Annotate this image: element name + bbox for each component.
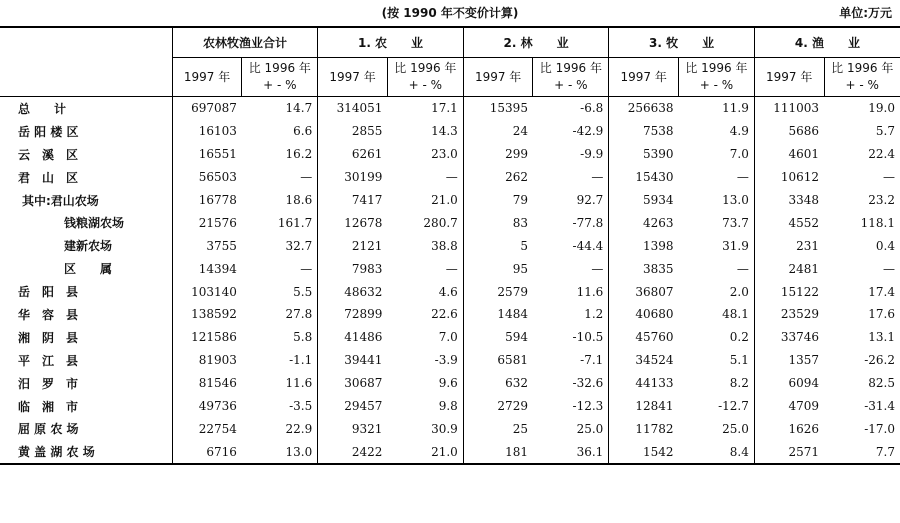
table-row bbox=[0, 349, 900, 372]
value-1997-cell: 2481 bbox=[754, 257, 824, 280]
value-1997-cell: 29457 bbox=[318, 395, 388, 418]
change-percent-cell: 11.6 bbox=[285, 376, 313, 391]
change-percent-cell: 13.0 bbox=[722, 193, 749, 207]
value-1997-cell: 15395 bbox=[463, 97, 533, 120]
value-1997-cell: 48632 bbox=[318, 280, 388, 303]
value-1997-cell: 12678 bbox=[318, 211, 388, 234]
change-percent-cell: -3.9 bbox=[434, 353, 458, 368]
value-1997-cell: 7538 bbox=[609, 120, 679, 143]
table-row bbox=[0, 211, 900, 234]
value-1997-cell: 95 bbox=[463, 257, 533, 280]
value-1997-cell: 314051 bbox=[318, 97, 388, 120]
section-header-total: 农林牧渔业合计 bbox=[172, 27, 318, 58]
change-percent-cell: 118.1 bbox=[860, 215, 895, 230]
value-1997-cell: 4709 bbox=[754, 395, 824, 418]
value-1997-cell: 1357 bbox=[754, 349, 824, 372]
change-percent-cell: — bbox=[736, 170, 749, 185]
section-header-forestry: 2. 林 业 bbox=[463, 27, 609, 58]
table-caption bbox=[0, 4, 900, 22]
value-1997-cell: 6094 bbox=[754, 372, 824, 395]
table-row bbox=[0, 143, 900, 166]
change-percent-cell: 17.6 bbox=[868, 307, 895, 322]
compare-1996-label: 比 1996 年 bbox=[831, 61, 894, 75]
value-1997-cell: 5934 bbox=[609, 189, 679, 212]
value-1997-cell: 30687 bbox=[318, 372, 388, 395]
value-1997-cell: 6261 bbox=[318, 143, 388, 166]
value-1997-cell: 5390 bbox=[609, 143, 679, 166]
compare-percent-label: + - % bbox=[263, 78, 297, 92]
value-1997-cell: 12841 bbox=[609, 395, 679, 418]
value-1997-cell: 56503 bbox=[172, 166, 242, 189]
value-1997-cell: 5686 bbox=[754, 120, 824, 143]
change-percent-cell: 38.8 bbox=[431, 238, 458, 253]
section-header-fishery: 4. 渔 业 bbox=[754, 27, 900, 58]
value-1997-cell: 138592 bbox=[172, 303, 242, 326]
value-1997-cell: 15430 bbox=[609, 166, 679, 189]
region-name-cell: 君 山 区 bbox=[18, 170, 79, 185]
value-1997-cell: 41486 bbox=[318, 326, 388, 349]
table-row bbox=[0, 120, 900, 143]
change-percent-cell: 22.4 bbox=[868, 147, 895, 162]
section-header-row bbox=[0, 27, 900, 58]
value-1997-cell: 24 bbox=[463, 120, 533, 143]
value-1997-cell: 14394 bbox=[172, 257, 242, 280]
table-title: (按 1990 年不变价计算) bbox=[381, 6, 519, 20]
change-percent-cell: -17.0 bbox=[864, 421, 895, 436]
change-percent-cell: 5.5 bbox=[293, 284, 313, 299]
change-percent-cell: 5.7 bbox=[875, 124, 895, 139]
value-1997-cell: 4263 bbox=[609, 211, 679, 234]
value-1997-cell: 594 bbox=[463, 326, 533, 349]
change-percent-cell: 14.7 bbox=[285, 101, 313, 116]
compare-1996-label: 比 1996 年 bbox=[685, 61, 748, 75]
value-1997-cell: 1398 bbox=[609, 234, 679, 257]
compare-percent-label: + - % bbox=[408, 78, 443, 92]
table-row bbox=[0, 97, 900, 120]
value-1997-cell: 181 bbox=[463, 440, 533, 464]
change-percent-cell: — bbox=[883, 261, 895, 276]
table-row bbox=[0, 280, 900, 303]
value-1997-cell: 3755 bbox=[172, 234, 242, 257]
change-percent-cell: 14.3 bbox=[431, 124, 458, 139]
change-percent-cell: 11.9 bbox=[722, 101, 749, 116]
value-1997-cell: 299 bbox=[463, 143, 533, 166]
value-1997-cell: 1626 bbox=[754, 417, 824, 440]
change-percent-cell: -10.5 bbox=[572, 330, 604, 345]
change-percent-cell: 0.4 bbox=[875, 238, 895, 253]
compare-1996-header bbox=[824, 58, 900, 97]
change-percent-cell: 1.2 bbox=[584, 307, 604, 322]
change-percent-cell: 36.1 bbox=[533, 440, 609, 464]
table-row bbox=[0, 417, 900, 440]
value-1997-cell: 30199 bbox=[318, 166, 388, 189]
change-percent-cell: 13.0 bbox=[242, 440, 318, 464]
table-row bbox=[0, 326, 900, 349]
table-row bbox=[0, 303, 900, 326]
value-1997-cell: 39441 bbox=[318, 349, 388, 372]
value-1997-cell: 15122 bbox=[754, 280, 824, 303]
table-row bbox=[0, 395, 900, 418]
change-percent-cell: 2.0 bbox=[729, 284, 749, 299]
change-percent-cell: 5.8 bbox=[293, 330, 313, 345]
change-percent-cell: 32.7 bbox=[285, 238, 313, 253]
value-1997-cell: 697087 bbox=[172, 97, 242, 120]
compare-1996-header bbox=[242, 58, 318, 97]
table-row bbox=[0, 166, 900, 189]
change-percent-cell: 48.1 bbox=[722, 307, 749, 322]
compare-percent-label: + - % bbox=[699, 78, 734, 92]
compare-1996-header bbox=[533, 58, 609, 97]
value-1997-cell: 2422 bbox=[318, 440, 388, 464]
region-header-cell bbox=[0, 27, 172, 97]
change-percent-cell: — bbox=[736, 261, 749, 276]
value-1997-cell: 23529 bbox=[754, 303, 824, 326]
value-1997-cell: 1484 bbox=[463, 303, 533, 326]
region-name-cell: 岳 阳 县 bbox=[18, 285, 79, 300]
change-percent-cell: 161.7 bbox=[277, 215, 313, 230]
year-1997-header: 1997 年 bbox=[318, 58, 388, 97]
change-percent-cell: — bbox=[591, 170, 604, 185]
change-percent-cell: -6.8 bbox=[580, 101, 604, 116]
compare-percent-label: + - % bbox=[554, 78, 588, 92]
value-1997-cell: 83 bbox=[463, 211, 533, 234]
table-row bbox=[0, 189, 900, 212]
region-name-cell: 区 属 bbox=[64, 262, 113, 277]
value-1997-cell: 81903 bbox=[172, 349, 242, 372]
value-1997-cell: 262 bbox=[463, 166, 533, 189]
change-percent-cell: 7.7 bbox=[824, 440, 900, 464]
change-percent-cell: 7.0 bbox=[438, 330, 458, 345]
change-percent-cell: 4.6 bbox=[438, 284, 458, 299]
value-1997-cell: 6581 bbox=[463, 349, 533, 372]
change-percent-cell: — bbox=[445, 261, 458, 276]
change-percent-cell: 8.2 bbox=[729, 376, 749, 391]
year-1997-header: 1997 年 bbox=[754, 58, 824, 97]
value-1997-cell: 81546 bbox=[172, 372, 242, 395]
value-1997-cell: 1542 bbox=[609, 440, 679, 464]
value-1997-cell: 3348 bbox=[754, 189, 824, 212]
change-percent-cell: 73.7 bbox=[722, 215, 749, 230]
value-1997-cell: 2571 bbox=[754, 440, 824, 464]
change-percent-cell: 18.6 bbox=[285, 193, 313, 207]
region-name-cell: 湘 阴 县 bbox=[18, 330, 79, 345]
change-percent-cell: -26.2 bbox=[864, 353, 895, 368]
value-1997-cell: 34524 bbox=[609, 349, 679, 372]
compare-percent-label: + - % bbox=[845, 78, 879, 92]
region-name-cell: 岳 阳 楼 区 bbox=[18, 124, 79, 139]
change-percent-cell: 25.0 bbox=[722, 421, 749, 436]
change-percent-cell: 8.4 bbox=[679, 440, 755, 464]
change-percent-cell: 5.1 bbox=[729, 353, 749, 368]
value-1997-cell: 16778 bbox=[172, 189, 242, 212]
change-percent-cell: -44.4 bbox=[572, 238, 604, 253]
value-1997-cell: 7983 bbox=[318, 257, 388, 280]
change-percent-cell: 9.6 bbox=[438, 376, 458, 391]
change-percent-cell: -31.4 bbox=[864, 399, 895, 414]
change-percent-cell: -9.9 bbox=[580, 147, 604, 162]
change-percent-cell: 23.0 bbox=[431, 147, 458, 162]
value-1997-cell: 79 bbox=[463, 189, 533, 212]
region-name-cell: 其中:君山农场 bbox=[22, 193, 99, 208]
value-1997-cell: 33746 bbox=[754, 326, 824, 349]
value-1997-cell: 4601 bbox=[754, 143, 824, 166]
change-percent-cell: 82.5 bbox=[868, 376, 895, 391]
region-name-cell: 临 湘 市 bbox=[18, 399, 79, 414]
change-percent-cell: -12.3 bbox=[572, 399, 604, 414]
change-percent-cell: 17.4 bbox=[868, 284, 895, 299]
change-percent-cell: 280.7 bbox=[423, 215, 458, 230]
value-1997-cell: 3835 bbox=[609, 257, 679, 280]
value-1997-cell: 44133 bbox=[609, 372, 679, 395]
region-name-cell: 总 计 bbox=[18, 101, 67, 116]
value-1997-cell: 231 bbox=[754, 234, 824, 257]
change-percent-cell: 21.0 bbox=[387, 440, 463, 464]
output-value-table bbox=[0, 26, 900, 465]
year-1997-header: 1997 年 bbox=[172, 58, 242, 97]
value-1997-cell: 21576 bbox=[172, 211, 242, 234]
region-name-cell: 华 容 县 bbox=[18, 307, 79, 322]
value-1997-cell: 632 bbox=[463, 372, 533, 395]
change-percent-cell: -77.8 bbox=[572, 215, 604, 230]
change-percent-cell: — bbox=[591, 261, 604, 276]
value-1997-cell: 121586 bbox=[172, 326, 242, 349]
change-percent-cell: 6.6 bbox=[293, 124, 313, 139]
change-percent-cell: 30.9 bbox=[431, 421, 458, 436]
value-1997-cell: 25 bbox=[463, 417, 533, 440]
change-percent-cell: — bbox=[300, 170, 313, 185]
region-name-cell: 建新农场 bbox=[64, 239, 113, 254]
value-1997-cell: 40680 bbox=[609, 303, 679, 326]
change-percent-cell: -1.1 bbox=[289, 353, 313, 368]
region-name-cell: 平 江 县 bbox=[18, 353, 79, 368]
change-percent-cell: 4.9 bbox=[729, 124, 749, 139]
change-percent-cell: 11.6 bbox=[576, 284, 604, 299]
region-name-cell: 屈 原 农 场 bbox=[18, 422, 79, 437]
compare-1996-label: 比 1996 年 bbox=[539, 61, 602, 75]
change-percent-cell: 27.8 bbox=[285, 307, 313, 322]
change-percent-cell: 31.9 bbox=[722, 238, 749, 253]
value-1997-cell: 36807 bbox=[609, 280, 679, 303]
value-1997-cell: 5 bbox=[463, 234, 533, 257]
section-header-husbandry: 3. 牧 业 bbox=[609, 27, 755, 58]
value-1997-cell: 16103 bbox=[172, 120, 242, 143]
change-percent-cell: -12.7 bbox=[718, 399, 749, 414]
change-percent-cell: 23.2 bbox=[868, 193, 895, 207]
change-percent-cell: — bbox=[883, 170, 895, 185]
value-1997-cell: 45760 bbox=[609, 326, 679, 349]
change-percent-cell: 25.0 bbox=[576, 421, 604, 436]
change-percent-cell: 92.7 bbox=[576, 193, 604, 207]
value-1997-cell: 2579 bbox=[463, 280, 533, 303]
change-percent-cell: 13.1 bbox=[868, 330, 895, 345]
change-percent-cell: — bbox=[445, 170, 458, 185]
value-1997-cell: 72899 bbox=[318, 303, 388, 326]
change-percent-cell: -3.5 bbox=[289, 399, 313, 414]
value-1997-cell: 6716 bbox=[172, 440, 242, 464]
compare-1996-header bbox=[387, 58, 463, 97]
table-body bbox=[0, 97, 900, 465]
change-percent-cell: 16.2 bbox=[285, 147, 313, 162]
value-1997-cell: 49736 bbox=[172, 395, 242, 418]
change-percent-cell: 7.0 bbox=[729, 147, 749, 162]
value-1997-cell: 11782 bbox=[609, 417, 679, 440]
value-1997-cell: 111003 bbox=[754, 97, 824, 120]
value-1997-cell: 10612 bbox=[754, 166, 824, 189]
value-1997-cell: 22754 bbox=[172, 417, 242, 440]
compare-1996-label: 比 1996 年 bbox=[248, 61, 311, 75]
section-header-agriculture: 1. 农 业 bbox=[318, 27, 464, 58]
year-1997-header: 1997 年 bbox=[463, 58, 533, 97]
region-name-cell: 黄 盖 湖 农 场 bbox=[0, 440, 172, 464]
compare-1996-label: 比 1996 年 bbox=[394, 61, 457, 75]
value-1997-cell: 256638 bbox=[609, 97, 679, 120]
region-name-cell: 云 溪 区 bbox=[18, 147, 79, 162]
value-1997-cell: 103140 bbox=[172, 280, 242, 303]
table-row bbox=[0, 440, 900, 464]
compare-1996-header bbox=[679, 58, 755, 97]
region-name-cell: 钱粮湖农场 bbox=[64, 216, 125, 231]
change-percent-cell: 17.1 bbox=[431, 101, 458, 116]
change-percent-cell: — bbox=[300, 261, 313, 276]
year-1997-header: 1997 年 bbox=[609, 58, 679, 97]
table-row bbox=[0, 372, 900, 395]
change-percent-cell: 21.0 bbox=[431, 193, 458, 207]
change-percent-cell: 19.0 bbox=[868, 101, 895, 116]
value-1997-cell: 2729 bbox=[463, 395, 533, 418]
change-percent-cell: -42.9 bbox=[572, 124, 604, 139]
value-1997-cell: 2121 bbox=[318, 234, 388, 257]
value-1997-cell: 9321 bbox=[318, 417, 388, 440]
value-1997-cell: 2855 bbox=[318, 120, 388, 143]
change-percent-cell: 22.9 bbox=[285, 421, 313, 436]
change-percent-cell: 9.8 bbox=[438, 399, 458, 414]
region-name-cell: 汨 罗 市 bbox=[18, 376, 79, 391]
change-percent-cell: -7.1 bbox=[580, 353, 604, 368]
change-percent-cell: 22.6 bbox=[431, 307, 458, 322]
table-row bbox=[0, 257, 900, 280]
value-1997-cell: 4552 bbox=[754, 211, 824, 234]
change-percent-cell: -32.6 bbox=[572, 376, 604, 391]
change-percent-cell: 0.2 bbox=[729, 330, 749, 345]
unit-label: 单位:万元 bbox=[839, 6, 892, 20]
value-1997-cell: 7417 bbox=[318, 189, 388, 212]
table-row bbox=[0, 234, 900, 257]
value-1997-cell: 16551 bbox=[172, 143, 242, 166]
